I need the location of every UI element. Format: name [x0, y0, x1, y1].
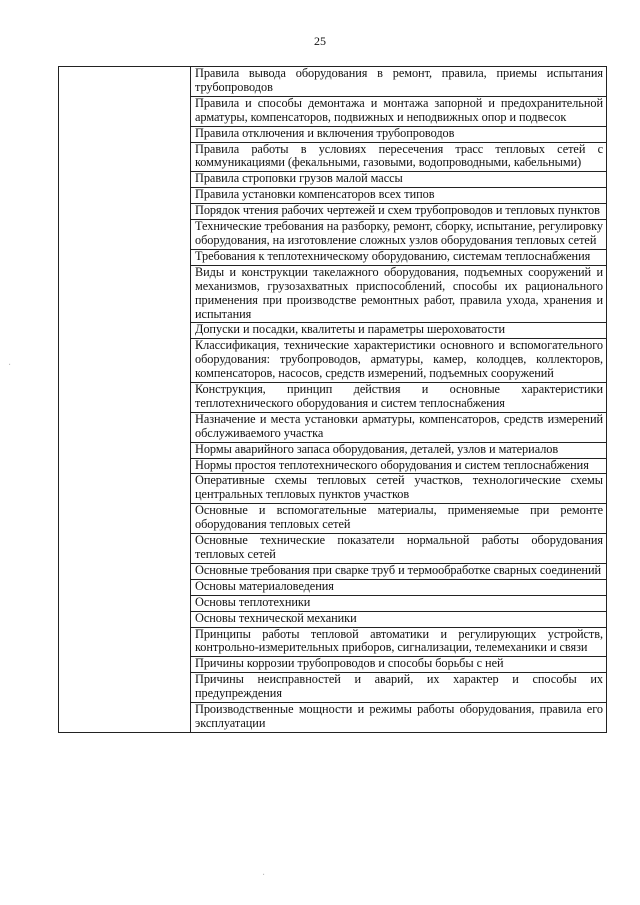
table-cell: Требования к теплотехническому оборудованию, системам теплоснабжения — [191, 249, 607, 265]
table-cell: Порядок чтения рабочих чертежей и схем трубопроводов и тепловых пунктов — [191, 204, 607, 220]
table-cell: Оперативные схемы тепловых сетей участков, технологические схемы центральных тепловых пунктов участков — [191, 474, 607, 504]
table-cell: Классификация, технические характеристики основного и вспомогательного оборудования: трубопроводов, арматуры, камер, колодцев, коллекторов, компенсаторов, насосов, средств измерений, подъемных сооружений — [191, 339, 607, 383]
table-cell: Технические требования на разборку, ремонт, сборку, испытание, регулировку оборудования, на изготовление сложных узлов оборудования тепловых сетей — [191, 220, 607, 250]
table-cell: Правила отключения и включения трубопроводов — [191, 126, 607, 142]
table-cell: Принципы работы тепловой автоматики и регулирующих устройств, контрольно-измерительных приборов, сигнализации, телемеханики и связи — [191, 627, 607, 657]
table-cell: Правила вывода оборудования в ремонт, правила, приемы испытания трубопроводов — [191, 67, 607, 97]
table-cell: Назначение и места установки арматуры, компенсаторов, средств измерений обслуживаемого участка — [191, 412, 607, 442]
table-cell: Основы теплотехники — [191, 595, 607, 611]
table-cell: Основные технические показатели нормальной работы оборудования тепловых сетей — [191, 534, 607, 564]
table-cell: Основные требования при сварке труб и термообработке сварных соединений — [191, 563, 607, 579]
table-cell: Правила работы в условиях пересечения трасс тепловых сетей с коммуникациями (фекальными, газовыми, водопроводными, кабельными) — [191, 142, 607, 172]
table-cell: Конструкция, принцип действия и основные характеристики теплотехнического оборудования и систем теплоснабжения — [191, 383, 607, 413]
table-cell: Правила строповки грузов малой массы — [191, 172, 607, 188]
scan-speck: · — [262, 870, 266, 881]
table-cell: Основы технической механики — [191, 611, 607, 627]
table-cell: Нормы аварийного запаса оборудования, деталей, узлов и материалов — [191, 442, 607, 458]
table-cell: Причины коррозии трубопроводов и способы борьбы с ней — [191, 657, 607, 673]
table-row — [59, 67, 607, 97]
table-cell: Правила установки компенсаторов всех типов — [191, 188, 607, 204]
table-cell: Производственные мощности и режимы работы оборудования, правила его эксплуатации — [191, 703, 607, 733]
table-cell: Допуски и посадки, квалитеты и параметры шероховатости — [191, 323, 607, 339]
table-cell: Правила и способы демонтажа и монтажа запорной и предохранительной арматуры, компенсаторов, подвижных и неподвижных опор и подвесок — [191, 96, 607, 126]
page-number: 25 — [314, 34, 326, 48]
scan-speck: · — [8, 360, 12, 371]
requirements-table — [58, 66, 607, 733]
table-cell: Основные и вспомогательные материалы, применяемые при ремонте оборудования тепловых сетей — [191, 504, 607, 534]
category-cell-empty — [59, 67, 191, 733]
table-cell: Виды и конструкции такелажного оборудования, подъемных сооружений и механизмов, грузозахватных приспособлений, способы их рационального применения при производстве ремонтных работ, правила ухода, хранения и испытания — [191, 265, 607, 323]
table-cell: Основы материаловедения — [191, 579, 607, 595]
table-cell: Причины неисправностей и аварий, их характер и способы их предупреждения — [191, 673, 607, 703]
table-cell: Нормы простоя теплотехнического оборудования и систем теплоснабжения — [191, 458, 607, 474]
